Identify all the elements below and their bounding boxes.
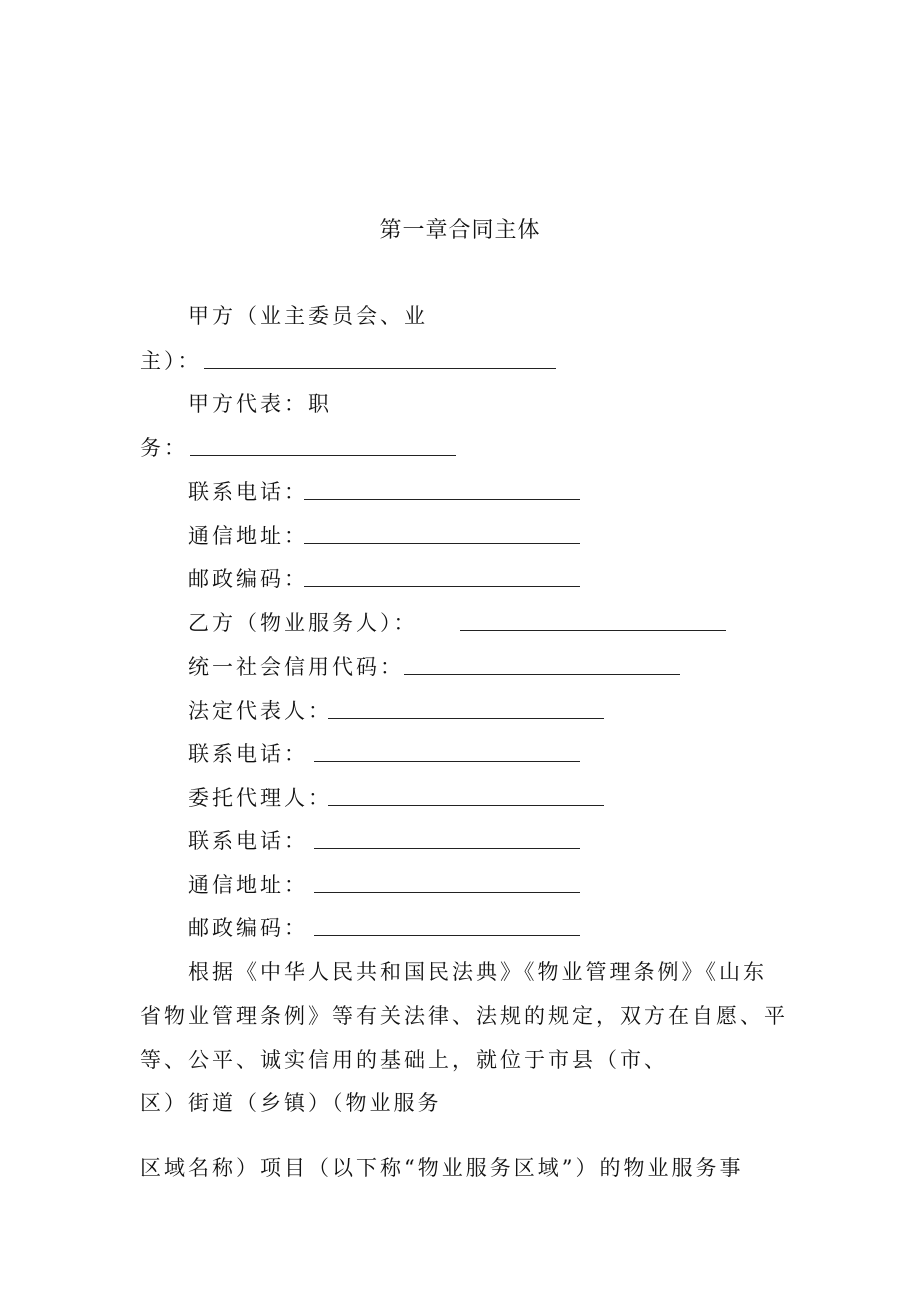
party-b-credit-code-label: 统一社会信用代码： <box>188 655 404 679</box>
party-a-name-blank <box>204 368 556 369</box>
party-b-legal-rep-label: 法定代表人： <box>188 699 332 723</box>
party-b-agent-blank <box>328 805 604 806</box>
party-b-credit-code-blank <box>404 674 680 675</box>
party-a-label-line2: 主）： <box>140 349 202 373</box>
party-a-phone-label: 联系电话： <box>188 480 308 504</box>
party-a-phone-blank <box>304 499 580 500</box>
chapter-title: 第一章合同主体 <box>379 218 541 243</box>
body-text-line: 省物业管理条例》等有关法律、法规的规定，双方在自愿、平 <box>140 1004 788 1028</box>
party-b-address-label: 通信地址： <box>188 873 308 897</box>
party-b-name-blank <box>460 630 726 631</box>
party-b-label: 乙方（物业服务人）： <box>188 611 418 635</box>
party-a-rep-blank <box>190 455 456 456</box>
party-b-agent-label: 委托代理人： <box>188 786 332 810</box>
party-a-address-label: 通信地址： <box>188 524 308 548</box>
party-b-legal-rep-blank <box>328 718 604 719</box>
party-a-label-line1: 甲方（业主委员会、业 <box>188 304 428 328</box>
party-a-postcode-label: 邮政编码： <box>188 567 308 591</box>
party-a-rep-label-line1: 甲方代表：职 <box>188 392 332 416</box>
party-b-phone-label: 联系电话： <box>188 742 308 766</box>
body-text-line: 等、公平、诚实信用的基础上，就位于市县（市、 <box>140 1048 668 1072</box>
party-a-rep-label-line2: 务： <box>140 436 188 460</box>
party-b-phone-blank <box>314 761 580 762</box>
party-b-postcode-label: 邮政编码： <box>188 916 308 940</box>
party-b-agent-phone-label: 联系电话： <box>188 829 308 853</box>
party-b-agent-phone-blank <box>314 848 580 849</box>
party-a-address-blank <box>304 543 580 544</box>
body-text-line: 根据《中华人民共和国民法典》《物业管理条例》《山东 <box>188 960 767 984</box>
body-text-line: 区域名称）项目（以下称“物业服务区域”）的物业服务事 <box>140 1156 744 1180</box>
body-text-line: 区）街道（乡镇）（物业服务 <box>140 1091 442 1115</box>
party-a-postcode-blank <box>304 586 580 587</box>
party-b-address-blank <box>314 892 580 893</box>
party-b-postcode-blank <box>314 935 580 936</box>
